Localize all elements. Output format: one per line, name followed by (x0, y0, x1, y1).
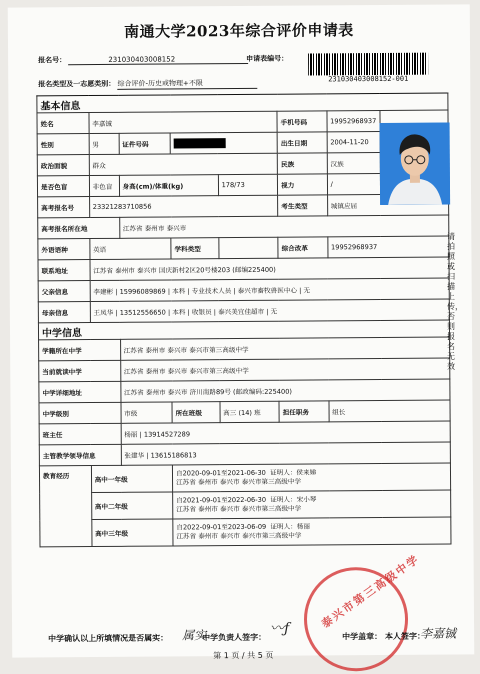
edu-school-3: 江苏省 泰州市 泰兴市 泰兴市第三高级中学 (176, 532, 301, 541)
student-type-label: 考生类型 (278, 195, 328, 216)
mother-label: 母亲信息 (38, 302, 90, 323)
exam-number-row (38, 54, 248, 65)
subject-label: 学科类型 (171, 238, 219, 259)
teacher-label: 班主任 (39, 423, 121, 445)
colorblind-value: 非色盲 (89, 175, 119, 196)
applicant-photo (380, 123, 451, 205)
leader-sign-label: 中学负责人签字： (202, 632, 266, 643)
confirm-signature: 属实 (182, 626, 206, 643)
language-label: 外语语种 (38, 239, 90, 260)
ethnic-label: 民族 (277, 153, 327, 174)
edu-detail-2 (173, 490, 451, 519)
edu-detail-3 (173, 517, 451, 546)
edu-grade-2: 高中二年级 (91, 492, 173, 520)
gender-value: 男 (89, 133, 119, 154)
side-note: 请拍照或扫描上传，否则报名无效 (447, 232, 457, 372)
application-form-sheet (8, 4, 475, 657)
politics-label: 政治面貌 (37, 155, 89, 176)
self-signature: 李嘉铖 (420, 625, 456, 642)
school-location-value: 江苏省 泰州市 泰兴市 泰兴市第三高级中学 (120, 337, 450, 360)
id-value (170, 132, 277, 154)
region-value: 江苏省 泰州市 泰兴市 (119, 215, 449, 238)
gaokao-label: 高考报名号 (38, 197, 90, 218)
ethnic-value: 汉族 (327, 153, 380, 174)
edu-grade-1: 高中一年级 (91, 465, 173, 493)
edu-period-2: 自2021-09-01至2022-06-30 (176, 496, 266, 505)
edu-period-1: 自2020-09-01至2021-06-30 (176, 469, 266, 478)
edu-school-2: 江苏省 泰州市 泰兴市 泰兴市第三高级中学 (176, 505, 301, 514)
edu-school-1: 江苏省 泰州市 泰兴市 泰兴市第三高级中学 (176, 478, 301, 487)
name-label: 姓名 (37, 113, 89, 134)
form-number-label: 申请表编号： (246, 54, 288, 64)
barcode (308, 53, 428, 76)
barcode-number: 231030403008152-001 (308, 75, 428, 84)
birth-label: 出生日期 (277, 132, 327, 153)
school-address-value: 江苏省 泰州市 泰兴市 济川南路89号 (邮政编码:225400) (120, 379, 450, 402)
height-weight-label: 身高(cm)/体重(kg) (119, 175, 218, 197)
education-label: 教育经历 (39, 466, 91, 547)
stamp-label-text: 中学盖章： (342, 632, 382, 641)
region-label: 高考报名所在地 (38, 217, 120, 239)
phone-value: 19952968937 (327, 111, 380, 132)
section-basic-info: 基本信息 (37, 93, 448, 113)
duty-value: 组长 (329, 400, 451, 422)
leader-signature: 〰ƒ (270, 618, 289, 638)
id-redaction (174, 138, 226, 148)
school-seal-text: 泰兴市第三高级中学 (318, 551, 423, 632)
father-label: 父亲信息 (38, 281, 90, 302)
address-value: 江苏省 泰州市 泰兴市 国庆新村2区20号楼203 (邮编225400) (90, 257, 449, 281)
self-sign-label: 本人签字： (385, 632, 425, 641)
edu-witness-2: 证明人：宋小琴 (270, 495, 316, 503)
stamp-label (342, 631, 425, 643)
mother-value: 王凤华 | 13512556650 | 本科 | 收银员 | 泰兴美宜佳超市 | 无 (90, 299, 449, 323)
school-level-value: 市级 (121, 402, 173, 423)
class-value: 高三 (14) 班 (220, 401, 280, 422)
category-row (38, 78, 257, 91)
current-school-label: 当前就读中学 (39, 360, 121, 382)
leader-value: 张建华 | 13615186813 (121, 442, 451, 465)
reform-value: 19952968937 (327, 236, 449, 258)
colorblind-label: 是否色盲 (37, 176, 89, 197)
category-label: 报名类型及一志愿类别： (38, 80, 115, 89)
reform-label: 综合改革 (278, 237, 328, 258)
edu-period-3: 自2022-09-01至2023-06-09 (176, 523, 266, 532)
edu-witness-1: 证明人：侯来娣 (270, 468, 316, 476)
name-value: 李嘉铖 (89, 111, 278, 133)
edu-grade-3: 高中三年级 (91, 519, 173, 547)
subject-value (218, 237, 278, 258)
section-school-info: 中学信息 (38, 320, 449, 340)
leader-label: 主管教学领导信息 (39, 444, 121, 466)
politics-value: 群众 (89, 153, 278, 175)
form-title: 南通大学2023年综合评价申请表 (8, 18, 470, 42)
father-value: 李建彬 | 15996089869 | 本科 | 专业技术人员 | 泰兴市畜牧兽医中心 | 无 (90, 278, 449, 302)
birth-value: 2004-11-20 (327, 132, 380, 153)
gaokao-value: 23321283710856 (89, 195, 278, 217)
address-label: 联系地址 (38, 260, 90, 281)
vision-label: 视力 (278, 174, 328, 195)
class-label: 所在班级 (172, 402, 220, 423)
language-value: 英语 (89, 238, 171, 260)
phone-label: 手机号码 (277, 111, 327, 132)
school-location-label: 学籍所在中学 (39, 339, 121, 361)
current-school-value: 江苏省 泰州市 泰兴市 泰兴市第三高级中学 (120, 358, 450, 381)
edu-witness-3: 证明人：杨丽 (270, 523, 310, 531)
teacher-value: 杨丽 | 13914527289 (121, 421, 451, 444)
gender-label: 性别 (37, 134, 89, 155)
portrait-image (380, 123, 451, 205)
school-address-label: 中学详细地址 (39, 381, 121, 403)
category-value: 综合评价-历史或物理+不限 (117, 78, 257, 90)
height-weight-value: 178/73 (218, 174, 278, 195)
duty-label: 担任职务 (279, 401, 329, 422)
exam-number-value: 23103040300815​2 (68, 55, 248, 65)
student-type-value: 城镇应届 (327, 194, 449, 216)
edu-detail-1 (172, 463, 450, 492)
page-number: 第 1 页 / 共 5 页 (12, 648, 474, 662)
vision-value: / (327, 174, 380, 195)
id-label: 证件号码 (119, 133, 171, 154)
school-level-label: 中学级别 (39, 402, 121, 424)
confirm-label: 中学确认以上所填情况是否属实： (48, 633, 168, 645)
exam-number-label: 报名号： (38, 56, 66, 64)
